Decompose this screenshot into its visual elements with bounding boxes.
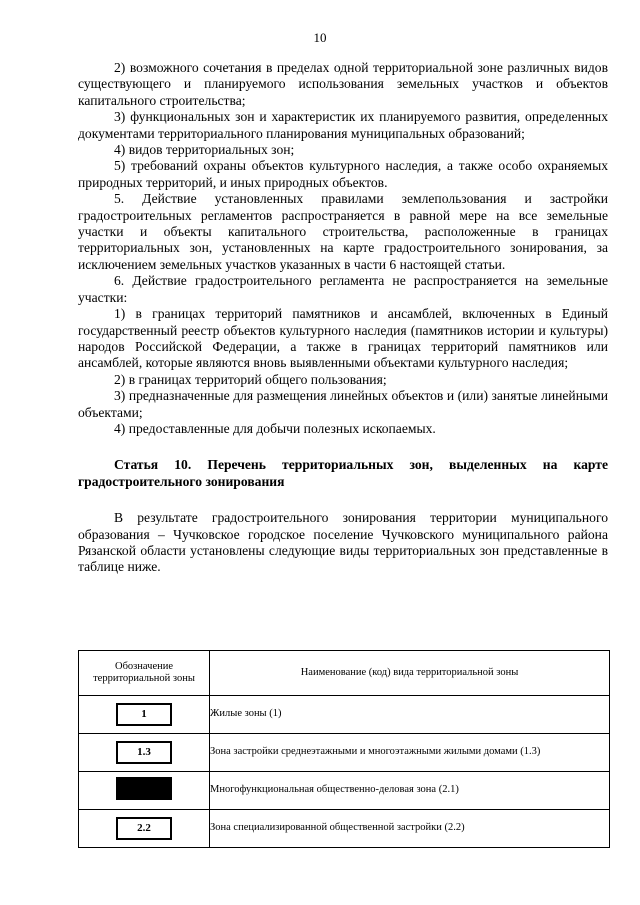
paragraph-item-2: 2) возможного сочетания в пределах одной территориальной зоне различных видов существующего и планируемого использования земельных участков и объектов капитального строительства; <box>78 60 608 108</box>
zone-code-cell <box>79 772 210 810</box>
paragraph-part-5: 5. Действие установленных правилами землепользования и застройки градостроительных регламентов распространяется в равной мере на все земельные участки и объекты капитального строительства, расположенные в границах территориальных зон, установленных на карте градостроительного зонирования, за исключением земельных участков указанных в части 6 настоящей статьи. <box>78 191 608 272</box>
zone-code-box <box>116 777 172 800</box>
table-row <box>79 696 610 734</box>
zone-code-box: 1 <box>116 703 172 726</box>
zones-table-body <box>79 696 610 848</box>
zone-name-cell: Жилые зоны (1) <box>210 696 610 734</box>
zone-code-box: 1.3 <box>116 741 172 764</box>
zone-code-box: 2.2 <box>116 817 172 840</box>
zone-code-cell <box>79 696 210 734</box>
header-name: Наименование (код) вида территориальной зоны <box>210 651 610 696</box>
table-row <box>79 810 610 848</box>
paragraph-subitem-2: 2) в границах территорий общего пользования; <box>114 371 387 387</box>
header-code: Обозначение территориальной зоны <box>79 651 210 696</box>
intro-paragraph: В результате градостроительного зонирования территории муниципального образования – Чучковское городское поселение Чучковского муниципального района Рязанской области установлены следующие виды территориальных зон представленные в таблице ниже. <box>78 510 608 575</box>
zone-name-cell: Зона специализированной общественной застройки (2.2) <box>210 810 610 848</box>
paragraph-item-4: 4) видов территориальных зон; <box>114 142 295 158</box>
paragraph-item-3: 3) функциональных зон и характеристик их планируемого развития, определенных документами территориального планирования муниципальных образований; <box>78 109 608 141</box>
document-body <box>78 60 608 576</box>
table-row <box>79 734 610 772</box>
paragraph-part-6: 6. Действие градостроительного регламента не распространяется на земельные участки: <box>78 273 608 305</box>
page-number: 10 <box>313 30 327 45</box>
table-header-row <box>79 651 610 696</box>
article-heading: Статья 10. Перечень территориальных зон, выделенных на карте градостроительного зонирования <box>78 457 608 489</box>
zone-code-cell <box>79 734 210 772</box>
paragraph-subitem-1: 1) в границах территорий памятников и ансамблей, включенных в Единый государственный реестр объектов культурного наследия (памятников истории и культуры) народов Российской Федерации, а также в границах территорий памятников или ансамблей, которые являются вновь выявленными объектами культурного наследия; <box>78 306 608 371</box>
paragraph-item-5: 5) требований охраны объектов культурного наследия, а также особо охраняемых природных территорий, и иных природных объектов. <box>78 158 608 190</box>
zone-name-cell: Зона застройки среднеэтажными и многоэтажными жилыми домами (1.3) <box>210 734 610 772</box>
paragraph-subitem-3: 3) предназначенные для размещения линейных объектов и (или) занятые линейными объектами; <box>78 388 608 420</box>
paragraph-subitem-4: 4) предоставленные для добычи полезных ископаемых. <box>114 420 436 436</box>
zone-code-cell <box>79 810 210 848</box>
zones-table <box>78 650 610 848</box>
table-row <box>79 772 610 810</box>
zone-name-cell: Многофункциональная общественно-деловая зона (2.1) <box>210 772 610 810</box>
